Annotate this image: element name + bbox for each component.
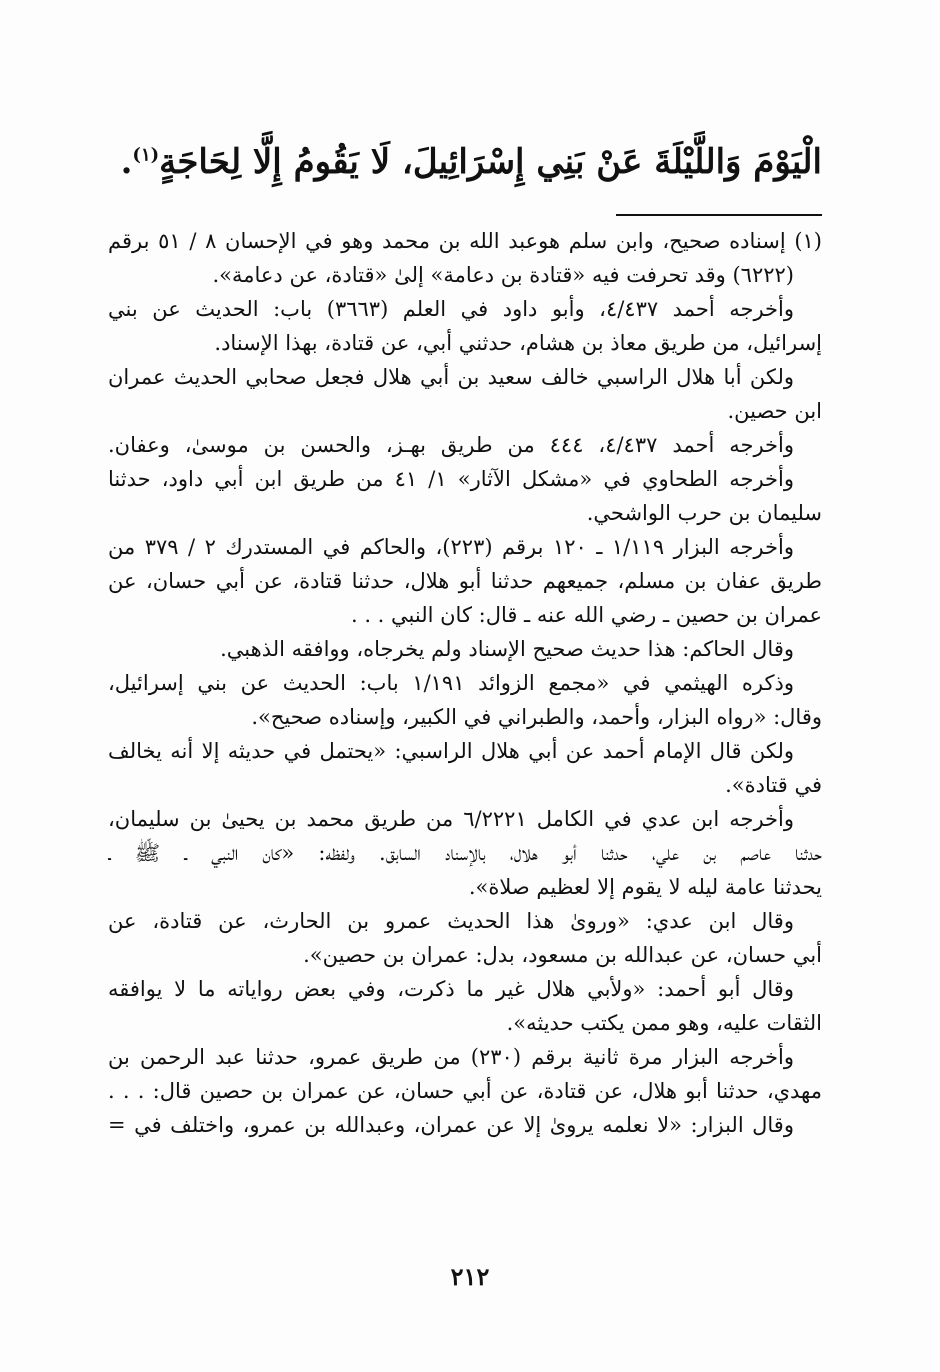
footnote-line: وقال: «رواه البزار، وأحمد، والطبراني في الكبير، وإسناده صحيح». <box>251 705 822 729</box>
footnote-line: عمران بن حصين ـ رضي الله عنه ـ قال: كان النبي . . . <box>350 603 822 627</box>
footnote-line: ابن حصين. <box>727 399 822 423</box>
footnote-line: وقال ابن عدي: «وروىٰ هذا الحديث عمرو بن الحارث، عن قتادة، عن <box>108 909 794 933</box>
footnote-line: ولكن قال الإمام أحمد عن أبي هلال الراسبي: «يحتمل في حديثه إلا أنه يخالف <box>108 739 794 763</box>
footnote-marker: (١) <box>132 144 160 166</box>
footnote-line: يحدثنا عامة ليله لا يقوم إلا لعظيم صلاة». <box>468 875 822 899</box>
footnote-line: وذكره الهيثمي في «مجمع الزوائد ١/١٩١ باب: الحديث عن بني إسرائيل، <box>108 671 794 695</box>
footnote-line: (٦٢٢٢) وقد تحرفت فيه «قتادة بن دعامة» إلىٰ «قتادة، عن دعامة». <box>212 263 794 287</box>
footnote-line: في قتادة». <box>725 773 822 797</box>
footnote-line: طريق عفان بن مسلم، جميعهم حدثنا أبو هلال، حدثنا قتادة، عن أبي حسان، عن <box>108 569 822 593</box>
footnote-line: إسرائيل، من طريق معاذ بن هشام، حدثني أبي، عن قتادة، بهذا الإسناد. <box>214 331 822 355</box>
footnote-line: مهدي، حدثنا أبو هلال، عن قتادة، عن أبي حسان، عن عمران بن حصين قال: . . . <box>108 1079 822 1103</box>
footnote-line: وقال أبو أحمد: «ولأبي هلال غير ما ذكرت، وفي بعض رواياته ما لا يوافقه <box>108 977 794 1001</box>
main-text-end: . <box>120 142 133 182</box>
footnote-line: سليمان بن حرب الواشحي. <box>586 501 822 525</box>
footnote-line: وأخرجه البزار ١/١١٩ ـ ١٢٠ برقم (٢٢٣)، والحاكم في المستدرك ٢ / ٣٧٩ من <box>108 535 794 559</box>
main-text-line <box>122 138 822 186</box>
footnote-line: أبي حسان، عن عبدالله بن مسعود، بدل: عمران بن حصين». <box>303 943 822 967</box>
footnote-line: وأخرجه البزار مرة ثانية برقم (٢٣٠) من طريق عمرو، حدثنا عبد الرحمن بن <box>108 1045 794 1069</box>
footnote-line: وأخرجه الطحاوي في «مشكل الآثار» ١/ ٤١ من طريق ابن أبي داود، حدثنا <box>108 467 794 491</box>
footnote-line: ولكن أبا هلال الراسبي خالف سعيد بن أبي هلال فجعل صحابي الحديث عمران <box>108 365 794 389</box>
footnote-line: حدثنا عاصم بن علي، حدثنا أبو هلال، بالإسناد السابق. ولفظه: «كان النبي ـ ﷺ ـ <box>108 841 822 865</box>
footnote-line: وقال البزار: «لا نعلمه يروىٰ إلا عن عمران، وعبدالله بن عمرو، واختلف في = <box>108 1113 794 1137</box>
footnote-line: وأخرجه أحمد ٤/٤٣٧، ٤٤٤ من طريق بهـز، والحسن بن موسىٰ، وعفان. <box>108 433 794 457</box>
main-text: الْيَوْمَ وَاللَّيْلَةَ عَنْ بَنِي إِسْرَائِيلَ، لَا يَقُومُ إِلَّا لِحَاجَةٍ <box>159 142 822 182</box>
footnotes-block <box>108 224 822 1142</box>
footnote-line: الثقات عليه، وهو ممن يكتب حديثه». <box>506 1011 822 1035</box>
footnote-line: وقال الحاكم: هذا حديث صحيح الإسناد ولم يخرجاه، ووافقه الذهبي. <box>220 637 794 661</box>
footnote-line: وأخرجه ابن عدي في الكامل ٦/٢٢٢١ من طريق محمد بن يحيىٰ بن سليمان، <box>108 807 794 831</box>
footnote-line: وأخرجه أحمد ٤/٤٣٧، وأبو داود في العلم (٣٦٦٣) باب: الحديث عن بني <box>108 297 794 321</box>
footnote-line: (١) إسناده صحيح، وابن سلم هوعبد الله بن محمد وهو في الإحسان ٨ / ٥١ برقم <box>108 229 822 253</box>
page-number: ٢١٢ <box>450 1262 490 1291</box>
footnote-separator <box>616 214 822 216</box>
